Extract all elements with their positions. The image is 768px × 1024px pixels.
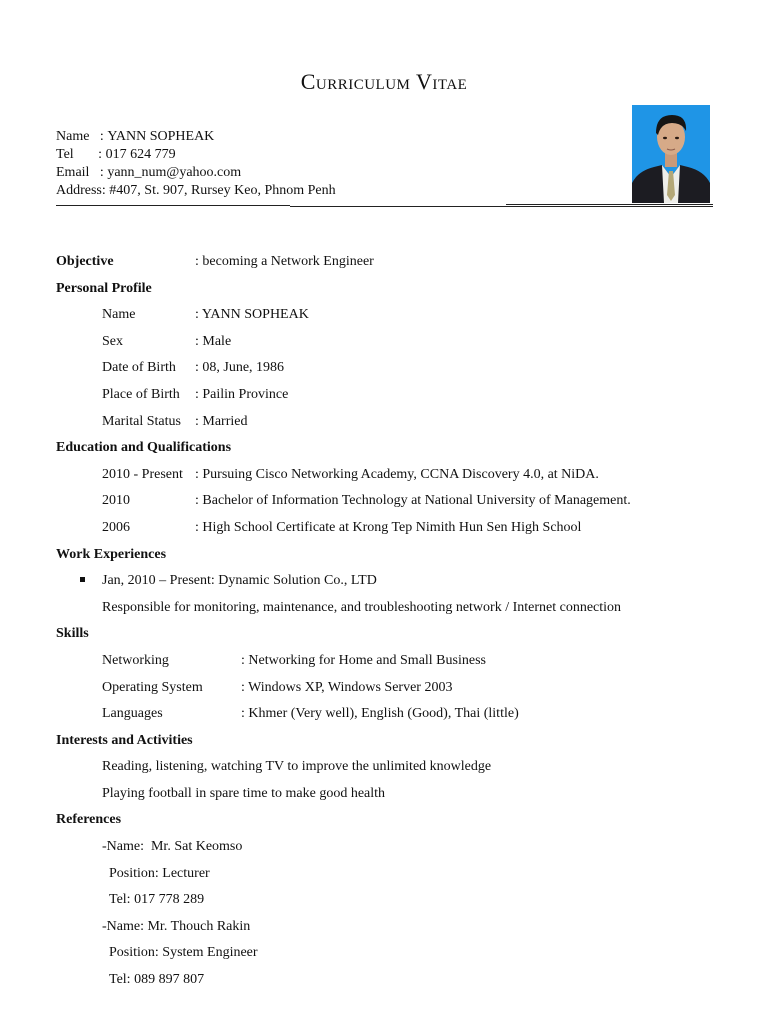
profile-row	[56, 413, 736, 440]
reference-line	[56, 865, 736, 892]
skill-value: : Windows XP, Windows Server 2003	[241, 679, 453, 695]
skill-key: Networking	[102, 652, 169, 668]
education-heading: Education and Qualifications	[56, 440, 232, 456]
interest-row	[56, 758, 736, 785]
education-detail: : High School Certificate at Krong Tep Nimith Hun Sen High School	[195, 519, 582, 535]
contact-email-label: Email :	[56, 165, 108, 180]
profile-value: : Male	[195, 333, 232, 349]
personal-profile-heading-row	[56, 280, 736, 307]
profile-row	[56, 386, 736, 413]
contact-name: YANN SOPHEAK	[107, 129, 215, 144]
contact-tel-label: Tel :	[56, 147, 106, 162]
references-heading: References	[56, 812, 122, 828]
contact-tel-row	[56, 146, 336, 164]
work-description-row	[56, 599, 736, 626]
skill-row	[56, 652, 736, 679]
education-heading-row	[56, 439, 736, 466]
education-period: 2010 - Present	[102, 466, 183, 482]
contact-address: #407, St. 907, Rursey Keo, Phnom Penh	[109, 183, 336, 198]
contact-address-row	[56, 182, 336, 200]
contact-email: yann_num@yahoo.com	[107, 165, 242, 180]
profile-key: Place of Birth	[102, 386, 180, 402]
reference-line	[56, 891, 736, 918]
profile-key: Name	[102, 307, 136, 323]
contact-name-label: Name :	[56, 129, 108, 144]
objective-row	[56, 253, 736, 280]
profile-row	[56, 359, 736, 386]
reference-line	[56, 838, 736, 865]
reference-line	[56, 918, 736, 945]
profile-key: Date of Birth	[102, 360, 176, 376]
contact-tel: 017 624 779	[105, 147, 176, 162]
reference-name: -Name: Mr. Sat Keomso	[102, 839, 243, 855]
profile-key: Marital Status	[102, 413, 181, 429]
contact-address-label: Address:	[56, 183, 110, 198]
education-row	[56, 466, 736, 493]
education-detail: : Bachelor of Information Technology at National University of Management.	[195, 493, 631, 509]
skills-heading-row	[56, 625, 736, 652]
work-heading: Work Experiences	[56, 546, 167, 562]
reference-line	[56, 944, 736, 971]
reference-line	[56, 971, 736, 998]
work-item-row	[56, 572, 736, 599]
skill-value: : Networking for Home and Small Business	[241, 652, 486, 668]
work-heading-row	[56, 546, 736, 573]
profile-key: Sex	[102, 333, 123, 349]
contact-block	[56, 128, 336, 200]
reference-name: -Name: Mr. Thouch Rakin	[102, 918, 251, 934]
contact-email-row	[56, 164, 336, 182]
education-period: 2010	[102, 493, 130, 509]
reference-tel: Tel: 089 897 807	[109, 972, 205, 988]
profile-value: : Pailin Province	[195, 386, 289, 402]
interest-item: Playing football in spare time to make good health	[102, 785, 386, 801]
skill-row	[56, 679, 736, 706]
reference-tel: Tel: 017 778 289	[109, 892, 205, 908]
interests-heading: Interests and Activities	[56, 732, 193, 748]
header-rule	[290, 206, 713, 207]
document-title: Curriculum Vitae	[300, 69, 468, 94]
skill-value: : Khmer (Very well), English (Good), Thai (little)	[241, 706, 519, 722]
references-heading-row	[56, 811, 736, 838]
profile-row	[56, 333, 736, 360]
reference-position: Position: System Engineer	[109, 945, 258, 961]
work-item: Jan, 2010 – Present: Dynamic Solution Co., LTD	[102, 573, 377, 589]
interest-item: Reading, listening, watching TV to improve the unlimited knowledge	[102, 759, 492, 775]
education-detail: : Pursuing Cisco Networking Academy, CCNA Discovery 4.0, at NiDA.	[195, 466, 599, 482]
skill-key: Languages	[102, 706, 163, 722]
education-row	[56, 519, 736, 546]
square-bullet-icon	[80, 577, 85, 582]
work-description: Responsible for monitoring, maintenance, and troubleshooting network / Internet connection	[102, 599, 622, 615]
education-period: 2006	[102, 519, 130, 535]
education-row	[56, 492, 736, 519]
profile-value: : 08, June, 1986	[195, 360, 285, 376]
profile-row	[56, 306, 736, 333]
objective-value: : becoming a Network Engineer	[195, 254, 374, 269]
skills-heading: Skills	[56, 626, 89, 642]
reference-position: Position: Lecturer	[109, 865, 210, 881]
contact-name-row	[56, 128, 336, 146]
interest-row	[56, 785, 736, 812]
profile-photo	[632, 105, 710, 203]
profile-value: : YANN SOPHEAK	[195, 307, 309, 323]
header-rule-right	[506, 204, 713, 205]
interests-heading-row	[56, 732, 736, 759]
skill-key: Operating System	[102, 679, 203, 695]
cv-body	[56, 253, 736, 998]
header-rule-left	[56, 205, 290, 206]
personal-profile-heading: Personal Profile	[56, 280, 152, 296]
profile-value: : Married	[195, 413, 248, 429]
objective-heading: Objective	[56, 254, 114, 269]
skill-row	[56, 705, 736, 732]
